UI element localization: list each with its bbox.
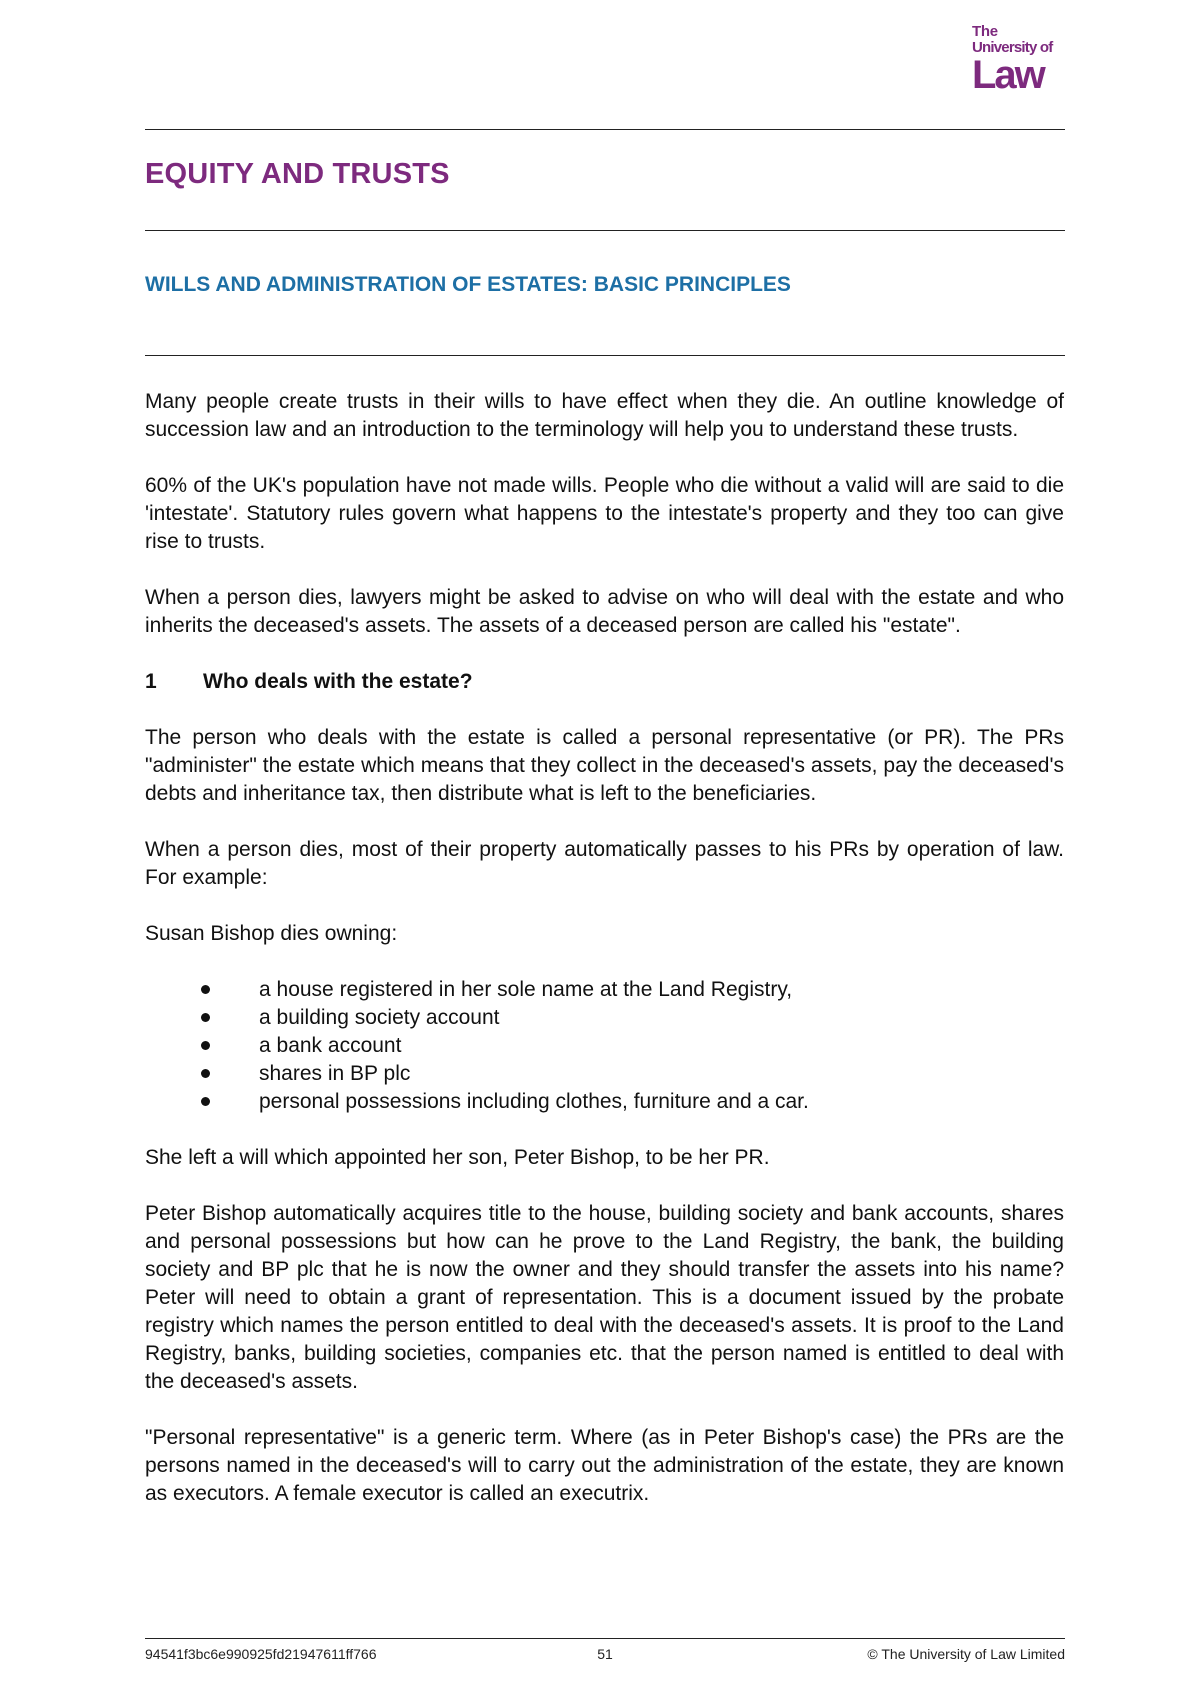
footer-copyright: © The University of Law Limited (867, 1646, 1065, 1662)
list-item (145, 1060, 1064, 1088)
paragraph-will: She left a will which appointed her son, Peter Bishop, to be her PR. (145, 1146, 770, 1169)
header-rule-top (145, 129, 1065, 130)
paragraph-operation-of-law: When a person dies, most of their property automatically passes to his PRs by operation of law. For example: (145, 838, 1064, 889)
bullet-icon (201, 1041, 210, 1050)
footer-document-id: 94541f3bc6e990925fd21947611ff766 (145, 1646, 377, 1662)
paragraph-intro: Many people create trusts in their wills to have effect when they die. An outline knowledge of succession law and an introduction to the terminology will help you to understand these trusts. (145, 390, 1064, 441)
page-footer (145, 1646, 1065, 1662)
list-item-text: personal possessions including clothes, furniture and a car. (259, 1090, 809, 1113)
list-item (145, 1032, 1064, 1060)
document-subtitle: WILLS AND ADMINISTRATION OF ESTATES: BASIC PRINCIPLES (145, 273, 791, 296)
logo-line-the: The (972, 23, 998, 40)
list-item-text: a building society account (259, 1006, 500, 1029)
list-item-text: a house registered in her sole name at the Land Registry, (259, 978, 793, 1001)
bullet-icon (201, 1013, 210, 1022)
paragraph-example-intro: Susan Bishop dies owning: (145, 922, 398, 945)
paragraph-intestate: 60% of the UK's population have not made wills. People who die without a valid will are said to die 'intestate'. Statutory rules govern what happens to the intestate's property and they too can give rise to trusts. (145, 474, 1064, 553)
header-rule-middle (145, 230, 1065, 231)
section-heading (145, 668, 1064, 696)
bullet-icon (201, 985, 210, 994)
asset-list (145, 976, 1064, 1116)
section-number: 1 (145, 670, 157, 693)
paragraph-personal-representative: The person who deals with the estate is called a personal representative (or PR). The PRs "administer" the estate which means that they collect in the deceased's assets, pay the deceased's debts and inheritance tax, then distribute what is left to the beneficiaries. (145, 726, 1064, 805)
paragraph-executors: "Personal representative" is a generic term. Where (as in Peter Bishop's case) the PRs are the persons named in the deceased's will to carry out the administration of the estate, they are known as executors. A female executor is called an executrix. (145, 1426, 1064, 1505)
section-title: Who deals with the estate? (203, 670, 473, 693)
bullet-icon (201, 1097, 210, 1106)
list-item (145, 976, 1064, 1004)
header-rule-bottom (145, 355, 1065, 356)
logo-line-law: Law (972, 53, 1044, 97)
logo-line-university: University of (972, 39, 1053, 56)
bullet-icon (201, 1069, 210, 1078)
list-item-text: shares in BP plc (259, 1062, 411, 1085)
paragraph-estate: When a person dies, lawyers might be asked to advise on who will deal with the estate and who inherits the deceased's assets. The assets of a deceased person are called his "estate". (145, 586, 1064, 637)
document-body (145, 388, 1064, 1536)
footer-page-number: 51 (597, 1646, 613, 1662)
list-item (145, 1004, 1064, 1032)
document-title: EQUITY AND TRUSTS (145, 158, 450, 190)
footer-rule (145, 1638, 1065, 1639)
list-item-text: a bank account (259, 1034, 402, 1057)
list-item (145, 1088, 1064, 1116)
paragraph-grant-of-representation: Peter Bishop automatically acquires title to the house, building society and bank accounts, shares and personal possessions but how can he prove to the Land Registry, the bank, the building society and BP plc that he is now the owner and they should transfer the assets into his name? Peter will need to obtain a grant of representation. This is a document issued by the probate registry which names the person entitled to deal with the deceased's assets. It is proof to the Land Registry, banks, building societies, companies etc. that the person named is entitled to deal with the deceased's assets. (145, 1202, 1064, 1393)
university-of-law-logo (972, 24, 1062, 95)
